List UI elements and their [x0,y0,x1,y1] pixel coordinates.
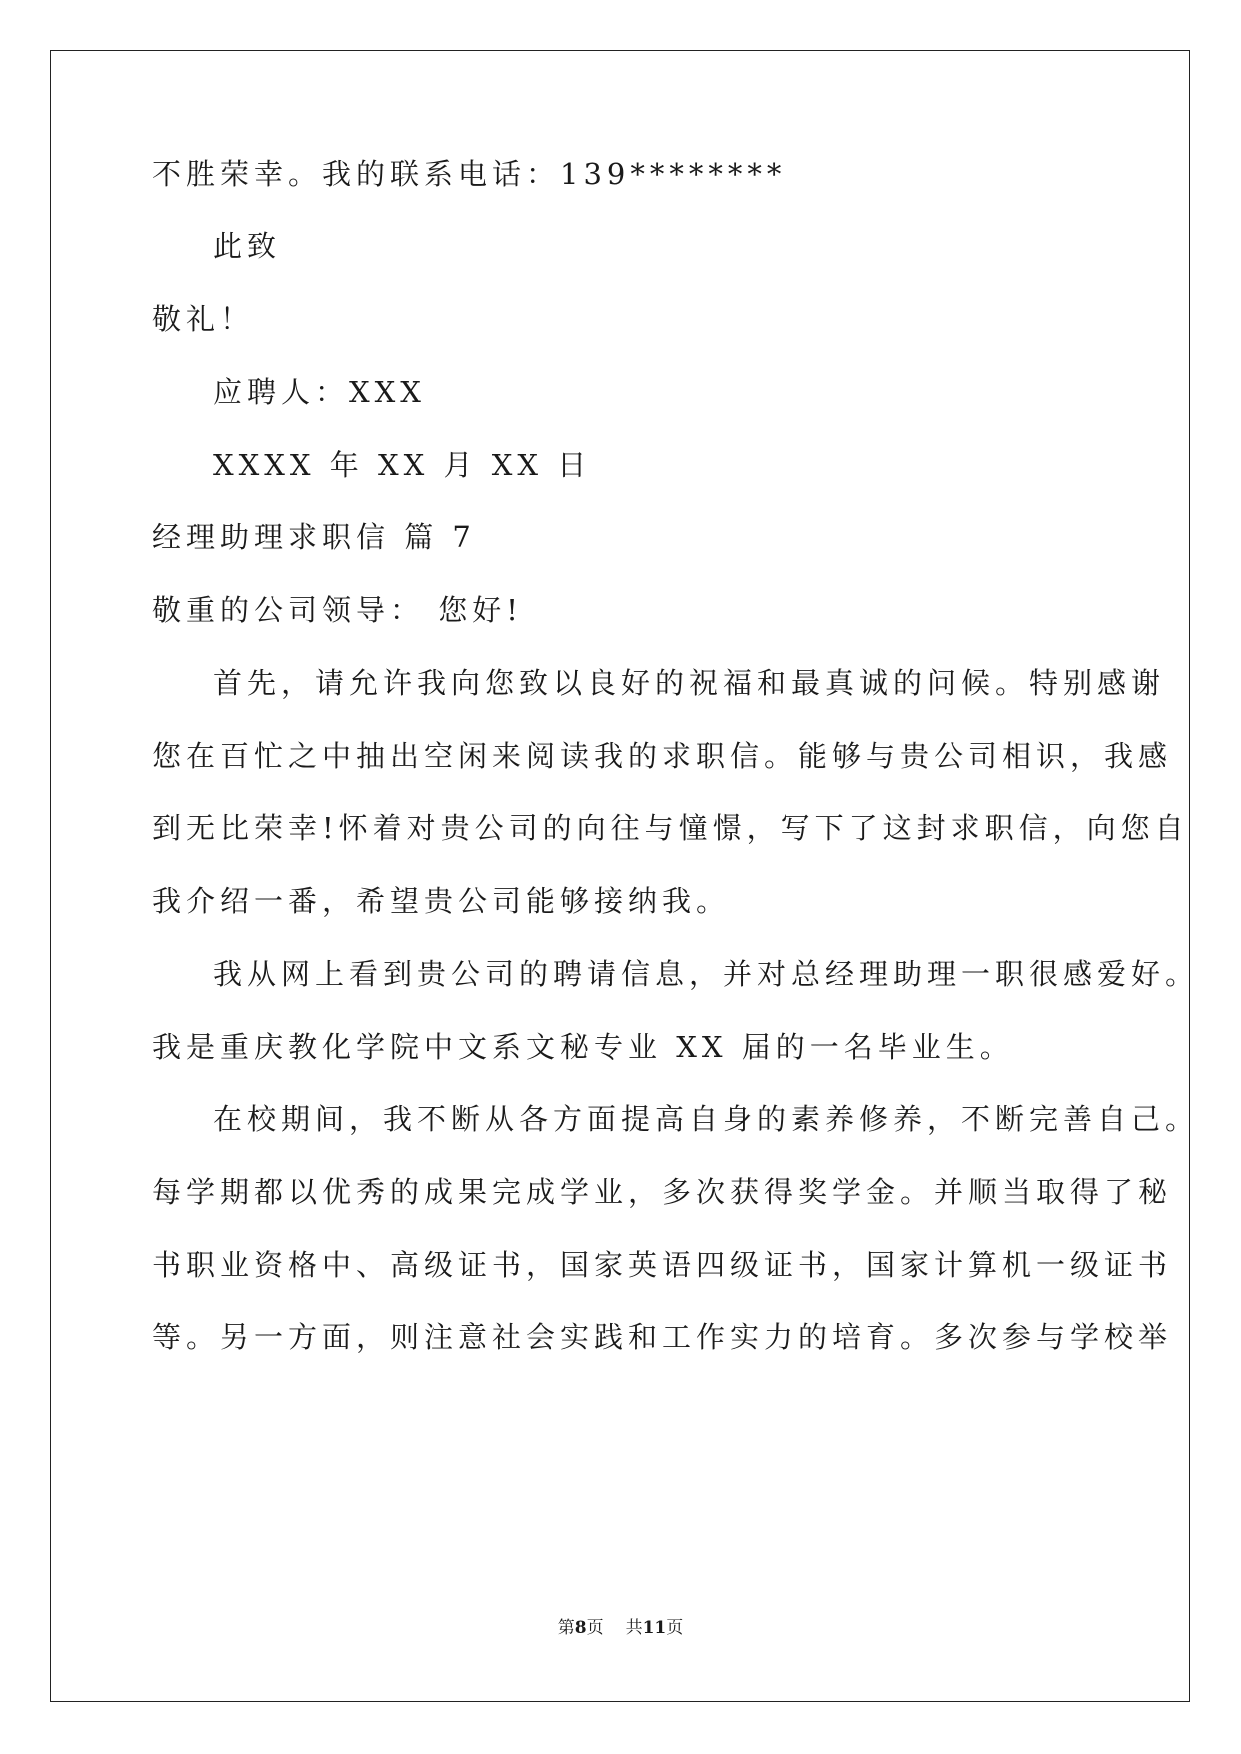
paragraph-line: 我从网上看到贵公司的聘请信息，并对总经理助理一职很感爱好。 [213,957,1200,991]
greeting: 敬重的公司领导： 您好! [152,593,523,627]
paragraph-line: 书职业资格中、高级证书，国家英语四级证书，国家计算机一级证书 [152,1248,1173,1282]
page-footer [0,1613,1241,1638]
paragraph-line: 您在百忙之中抽出空闲来阅读我的求职信。能够与贵公司相识，我感 [152,739,1173,773]
applicant-signature: 应聘人：XXX [213,375,426,409]
total-page-number: 11 [642,1618,667,1638]
contact-line: 不胜荣幸。我的联系电话：139******** [152,157,787,191]
paragraph-line: 在校期间，我不断从各方面提高自身的素养修养，不断完善自己。 [213,1102,1200,1136]
closing-salutation: 此致 [213,229,282,263]
closing-respect: 敬礼！ [152,302,255,336]
letter-date: XXXX 年 XX 月 XX 日 [213,448,592,482]
paragraph-line: 每学期都以优秀的成果完成学业，多次获得奖学金。并顺当取得了秘 [152,1175,1173,1209]
paragraph-line: 等。另一方面，则注意社会实践和工作实力的培育。多次参与学校举 [152,1320,1173,1354]
footer-prefix: 第 [557,1618,575,1638]
paragraph-line: 到无比荣幸!怀着对贵公司的向往与憧憬，写下了这封求职信，向您自 [152,811,1189,845]
footer-total-suffix: 页 [666,1618,684,1638]
current-page-number: 8 [574,1618,587,1638]
page-border [50,50,1190,1702]
paragraph-line: 我是重庆教化学院中文系文秘专业 XX 届的一名毕业生。 [152,1030,1014,1064]
footer-page-suffix: 页 [586,1618,604,1638]
footer-total-prefix: 共 [625,1618,643,1638]
paragraph-line: 我介绍一番，希望贵公司能够接纳我。 [152,884,731,918]
section-title: 经理助理求职信 篇 7 [152,520,476,554]
paragraph-line: 首先，请允许我向您致以良好的祝福和最真诚的问候。特别感谢 [213,666,1166,700]
